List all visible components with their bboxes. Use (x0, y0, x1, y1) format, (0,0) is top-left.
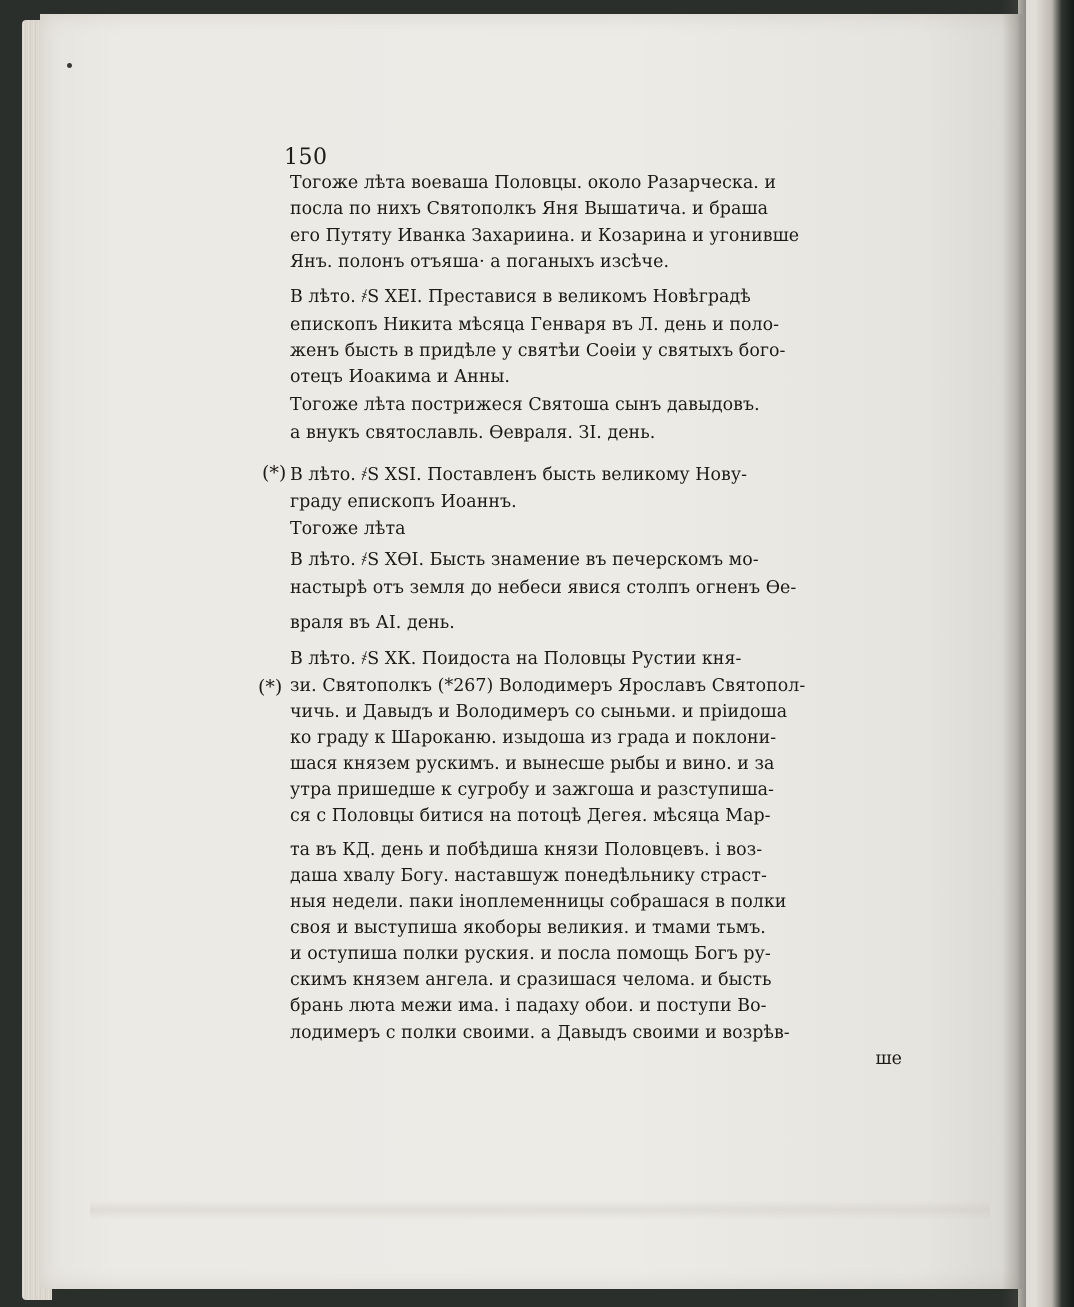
margin-note-mark: (*) (262, 462, 287, 484)
text-line: посла по нихъ Святополкъ Яня Вышатича. и браша (290, 199, 768, 219)
text-line: а внукъ святославль. Ѳевраля. ЗІ. день. (290, 423, 656, 443)
text-line: В лѣто. ҂Ѕ ХК. Поидоста на Половцы Рустии кня- (290, 649, 742, 669)
ink-dot (67, 63, 72, 68)
text-line: даша хвалу Богу. наставшуж понедѣльнику страст- (290, 866, 767, 886)
text-line: Тогоже лѣта (290, 519, 406, 539)
text-line: своя и выступиша якоборы великия. и тмами тьмъ. (290, 918, 766, 938)
text-line: и оступиша полки руския. и посла помощь Богъ ру- (290, 944, 771, 964)
page-fold-shadow (1002, 0, 1026, 1307)
text-line: утра пришедше к сугробу и зажгоша и разступиша- (290, 780, 774, 800)
text-line: та въ КД. день и побѣдиша князи Половцевъ. і воз- (290, 840, 763, 860)
text-line: Янъ. полонъ отъяша· а поганыхъ изсѣче. (290, 252, 670, 272)
text-line: отецъ Иоакима и Анны. (290, 367, 510, 387)
text-line: В лѣто. ҂Ѕ ХЕІ. Преставися в великомъ Новѣградѣ (290, 287, 751, 307)
text-line: ныя недели. паки іноплеменницы собрашася в полки (290, 892, 787, 912)
text-line: его Путяту Иванка Захариина. и Козарина и угонивше (290, 226, 800, 246)
text-line: ше (875, 1049, 902, 1069)
text-line: Тогоже лѣта пострижеся Святоша сынъ давыдовъ. (290, 395, 760, 415)
text-line: граду епископъ Иоаннъ. (290, 492, 517, 512)
text-line: скимъ князем ангела. и сразишася челома. и бысть (290, 970, 772, 990)
page-number: 150 (284, 145, 328, 170)
text-line: зи. Святополкъ (*267) Володимеръ Ярославъ Святопол- (290, 676, 806, 696)
water-stain (90, 1200, 990, 1220)
margin-note-mark: (*) (258, 676, 283, 698)
text-line: женъ бысть в придѣле у святѣи Соѳіи у святыхъ бого- (290, 341, 786, 361)
text-line: чичь. и Давыдъ и Володимеръ со сыньми. и пріидоша (290, 702, 788, 722)
text-line: лодимеръ с полки своими. а Давыдъ своими и возрѣв- (290, 1023, 790, 1043)
text-line: ко граду к Шароканю. изыдоша из града и поклони- (290, 728, 777, 748)
adjacent-page-edge (1018, 0, 1074, 1307)
text-line: враля въ АІ. день. (290, 613, 455, 633)
text-line: Тогоже лѣта воеваша Половцы. около Разарческа. и (290, 173, 777, 193)
text-line: В лѣто. ҂Ѕ ХѲІ. Бысть знамение въ печерскомъ мо- (290, 550, 759, 570)
text-line: настырѣ отъ земля до небеси явися столпъ огненъ Ѳе- (290, 578, 797, 598)
text-line: В лѣто. ҂Ѕ ХЅІ. Поставленъ бысть великому Нову- (290, 465, 748, 485)
text-line: ся с Половцы битися на потоцѣ Дегея. мѣсяца Мар- (290, 806, 771, 826)
text-line: шася князем рускимъ. и вынесше рыбы и вино. и за (290, 754, 775, 774)
text-line: брань люта межи има. і падаху обои. и поступи Во- (290, 996, 767, 1016)
text-line: епископъ Никита мѣсяца Генваря въ Л. день и поло- (290, 315, 780, 335)
